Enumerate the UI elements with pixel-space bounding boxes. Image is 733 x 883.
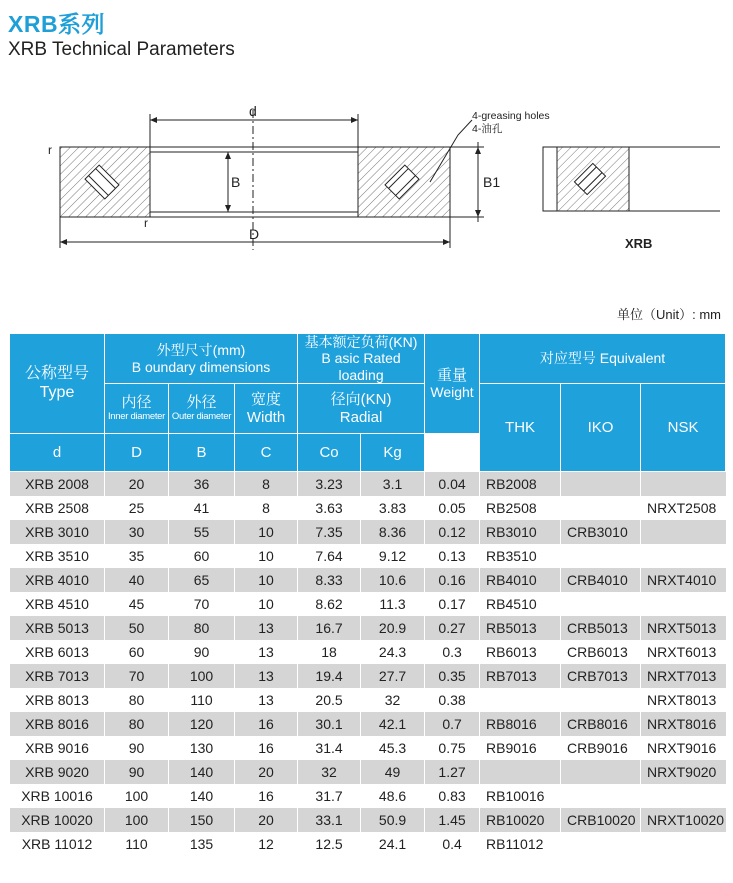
cell-B: 13 [235, 664, 298, 688]
cell-kg: 0.38 [425, 688, 480, 712]
cell-iko: CRB6013 [561, 640, 641, 664]
cell-thk: RB4010 [480, 568, 561, 592]
cell-B: 13 [235, 640, 298, 664]
cell-type: XRB 11012 [10, 832, 105, 856]
cell-Co: 45.3 [361, 736, 425, 760]
cell-kg: 0.83 [425, 784, 480, 808]
cell-Co: 9.12 [361, 544, 425, 568]
cell-Co: 32 [361, 688, 425, 712]
table-row [10, 664, 726, 688]
cell-type: XRB 2008 [10, 472, 105, 497]
header-sym-D: D [105, 434, 169, 472]
cell-d: 70 [105, 664, 169, 688]
label-B1: B1 [483, 174, 501, 190]
cell-iko: CRB9016 [561, 736, 641, 760]
cell-d: 50 [105, 616, 169, 640]
label-r-top: r [48, 143, 52, 157]
spec-table [9, 333, 726, 856]
table-row [10, 736, 726, 760]
header-radial: 径向(KN) Radial [298, 384, 425, 434]
cell-D: 120 [169, 712, 235, 736]
cell-thk: RB5013 [480, 616, 561, 640]
cell-d: 45 [105, 592, 169, 616]
header-weight: 重量 Weight [425, 334, 480, 434]
cell-B: 10 [235, 544, 298, 568]
unit-note: 单位（Unit）: mm [616, 307, 721, 322]
label-D: D [249, 226, 260, 242]
cell-D: 55 [169, 520, 235, 544]
cell-iko [561, 496, 641, 520]
table-row [10, 760, 726, 784]
cell-nsk: NRXT5013 [641, 616, 726, 640]
cell-B: 8 [235, 496, 298, 520]
table-row [10, 808, 726, 832]
cell-Co: 3.83 [361, 496, 425, 520]
cell-Co: 8.36 [361, 520, 425, 544]
cell-thk: RB3010 [480, 520, 561, 544]
cell-C: 18 [298, 640, 361, 664]
cell-thk: RB4510 [480, 592, 561, 616]
cell-D: 90 [169, 640, 235, 664]
cell-iko: CRB4010 [561, 568, 641, 592]
page-title-cn: XRB系列 [8, 11, 106, 37]
cell-thk: RB11012 [480, 832, 561, 856]
cell-nsk: NRXT9020 [641, 760, 726, 784]
cell-nsk: NRXT8016 [641, 712, 726, 736]
cell-C: 8.33 [298, 568, 361, 592]
cell-kg: 0.27 [425, 616, 480, 640]
table-row [10, 784, 726, 808]
cell-nsk [641, 544, 726, 568]
cell-iko [561, 760, 641, 784]
cell-D: 80 [169, 616, 235, 640]
label-B: B [231, 174, 241, 190]
table-row [10, 832, 726, 856]
cell-B: 16 [235, 736, 298, 760]
cell-thk: RB6013 [480, 640, 561, 664]
cell-C: 33.1 [298, 808, 361, 832]
cell-kg: 0.17 [425, 592, 480, 616]
table-row [10, 640, 726, 664]
cell-D: 41 [169, 496, 235, 520]
cell-d: 25 [105, 496, 169, 520]
cell-thk: RB2008 [480, 472, 561, 497]
cell-Co: 24.3 [361, 640, 425, 664]
cell-Co: 10.6 [361, 568, 425, 592]
cell-B: 20 [235, 760, 298, 784]
cell-type: XRB 4010 [10, 568, 105, 592]
cell-type: XRB 9016 [10, 736, 105, 760]
header-load: 基本额定负荷(KN) B asic Rated loading [298, 334, 425, 384]
cell-D: 110 [169, 688, 235, 712]
cell-kg: 0.35 [425, 664, 480, 688]
label-r-bottom: r [144, 216, 148, 230]
cell-kg: 1.27 [425, 760, 480, 784]
cell-thk: RB9016 [480, 736, 561, 760]
cell-C: 19.4 [298, 664, 361, 688]
cell-B: 13 [235, 616, 298, 640]
cell-Co: 3.1 [361, 472, 425, 497]
cell-C: 7.64 [298, 544, 361, 568]
cell-C: 32 [298, 760, 361, 784]
header-equivalent: 对应型号 Equivalent [480, 334, 726, 384]
header-width: 宽度 Width [235, 384, 298, 434]
cell-thk: RB7013 [480, 664, 561, 688]
cell-nsk: NRXT4010 [641, 568, 726, 592]
cell-C: 30.1 [298, 712, 361, 736]
cell-d: 100 [105, 784, 169, 808]
label-greasing-cn: 4-油孔 [472, 123, 503, 135]
cell-kg: 0.12 [425, 520, 480, 544]
cell-C: 20.5 [298, 688, 361, 712]
cell-C: 3.63 [298, 496, 361, 520]
cell-iko: CRB10020 [561, 808, 641, 832]
header-sym-d: d [10, 434, 105, 472]
header-iko: IKO [561, 384, 641, 472]
header-boundary: 外型尺寸(mm) B oundary dimensions [105, 334, 298, 384]
cell-D: 65 [169, 568, 235, 592]
cell-Co: 50.9 [361, 808, 425, 832]
cell-iko [561, 832, 641, 856]
header-nsk: NSK [641, 384, 726, 472]
cell-B: 10 [235, 520, 298, 544]
label-d: d [249, 103, 257, 119]
header-outer: 外径 Outer diameter [169, 384, 235, 434]
cell-iko: CRB7013 [561, 664, 641, 688]
header-inner: 内径 Inner diameter [105, 384, 169, 434]
cell-d: 110 [105, 832, 169, 856]
cell-Co: 20.9 [361, 616, 425, 640]
cell-C: 7.35 [298, 520, 361, 544]
cell-type: XRB 4510 [10, 592, 105, 616]
cell-B: 13 [235, 688, 298, 712]
cell-C: 16.7 [298, 616, 361, 640]
cell-type: XRB 9020 [10, 760, 105, 784]
cell-C: 31.7 [298, 784, 361, 808]
cell-Co: 48.6 [361, 784, 425, 808]
cell-B: 8 [235, 472, 298, 497]
cell-D: 36 [169, 472, 235, 497]
header-sym-C: C [235, 434, 298, 472]
cell-C: 31.4 [298, 736, 361, 760]
cell-Co: 27.7 [361, 664, 425, 688]
cell-type: XRB 7013 [10, 664, 105, 688]
cell-B: 20 [235, 808, 298, 832]
cell-Co: 49 [361, 760, 425, 784]
cell-thk: RB10016 [480, 784, 561, 808]
cell-thk: RB10020 [480, 808, 561, 832]
cell-C: 12.5 [298, 832, 361, 856]
cell-kg: 0.13 [425, 544, 480, 568]
cell-d: 90 [105, 736, 169, 760]
label-model: XRB [625, 236, 653, 251]
cell-nsk [641, 784, 726, 808]
header-sym-B: B [169, 434, 235, 472]
table-row [10, 712, 726, 736]
cell-d: 40 [105, 568, 169, 592]
cell-nsk: NRXT7013 [641, 664, 726, 688]
cell-nsk: NRXT6013 [641, 640, 726, 664]
header-sym-kg: Kg [361, 434, 425, 472]
cell-nsk: NRXT2508 [641, 496, 726, 520]
cell-D: 150 [169, 808, 235, 832]
cell-thk [480, 688, 561, 712]
cell-type: XRB 8013 [10, 688, 105, 712]
cell-d: 90 [105, 760, 169, 784]
cell-C: 3.23 [298, 472, 361, 497]
cell-kg: 0.7 [425, 712, 480, 736]
cell-d: 20 [105, 472, 169, 497]
cell-D: 130 [169, 736, 235, 760]
cell-thk [480, 760, 561, 784]
cell-D: 60 [169, 544, 235, 568]
header-thk: THK [480, 384, 561, 472]
page-title-en: XRB Technical Parameters [8, 39, 235, 60]
cell-nsk [641, 832, 726, 856]
cell-thk: RB2508 [480, 496, 561, 520]
cell-iko [561, 688, 641, 712]
cell-d: 30 [105, 520, 169, 544]
cell-nsk: NRXT8013 [641, 688, 726, 712]
cell-Co: 11.3 [361, 592, 425, 616]
cell-nsk [641, 592, 726, 616]
cell-kg: 0.05 [425, 496, 480, 520]
cell-type: XRB 2508 [10, 496, 105, 520]
cell-Co: 42.1 [361, 712, 425, 736]
cell-d: 80 [105, 688, 169, 712]
cell-kg: 0.75 [425, 736, 480, 760]
cell-iko: CRB5013 [561, 616, 641, 640]
cell-type: XRB 10020 [10, 808, 105, 832]
cell-B: 10 [235, 568, 298, 592]
cell-kg: 1.45 [425, 808, 480, 832]
cell-d: 60 [105, 640, 169, 664]
cell-kg: 0.04 [425, 472, 480, 497]
cell-d: 100 [105, 808, 169, 832]
cell-D: 135 [169, 832, 235, 856]
cell-type: XRB 8016 [10, 712, 105, 736]
cell-type: XRB 10016 [10, 784, 105, 808]
cell-iko [561, 472, 641, 497]
table-row [10, 592, 726, 616]
cell-iko [561, 544, 641, 568]
cell-thk: RB3510 [480, 544, 561, 568]
cell-nsk: NRXT10020 [641, 808, 726, 832]
cell-iko [561, 784, 641, 808]
header-type: 公称型号 Type [10, 334, 105, 434]
cell-d: 35 [105, 544, 169, 568]
cell-kg: 0.16 [425, 568, 480, 592]
cell-type: XRB 6013 [10, 640, 105, 664]
table-row [10, 520, 726, 544]
cell-nsk [641, 472, 726, 497]
table-row [10, 688, 726, 712]
cell-C: 8.62 [298, 592, 361, 616]
cell-type: XRB 5013 [10, 616, 105, 640]
header-sym-Co: Co [298, 434, 361, 472]
cell-kg: 0.4 [425, 832, 480, 856]
cell-type: XRB 3510 [10, 544, 105, 568]
cell-D: 140 [169, 784, 235, 808]
cell-Co: 24.1 [361, 832, 425, 856]
bearing-cross-section-diagram [0, 90, 733, 290]
cell-iko: CRB8016 [561, 712, 641, 736]
cell-kg: 0.3 [425, 640, 480, 664]
cell-D: 100 [169, 664, 235, 688]
cell-B: 10 [235, 592, 298, 616]
label-greasing-en: 4-greasing holes [472, 110, 550, 122]
cell-iko: CRB3010 [561, 520, 641, 544]
cell-B: 16 [235, 784, 298, 808]
cell-B: 12 [235, 832, 298, 856]
cell-D: 140 [169, 760, 235, 784]
cell-nsk [641, 520, 726, 544]
table-row [10, 496, 726, 520]
table-row [10, 472, 726, 497]
cell-d: 80 [105, 712, 169, 736]
cell-iko [561, 592, 641, 616]
table-row [10, 568, 726, 592]
cell-nsk: NRXT9016 [641, 736, 726, 760]
cell-B: 16 [235, 712, 298, 736]
table-row [10, 544, 726, 568]
cell-D: 70 [169, 592, 235, 616]
cell-type: XRB 3010 [10, 520, 105, 544]
cell-thk: RB8016 [480, 712, 561, 736]
table-row [10, 616, 726, 640]
